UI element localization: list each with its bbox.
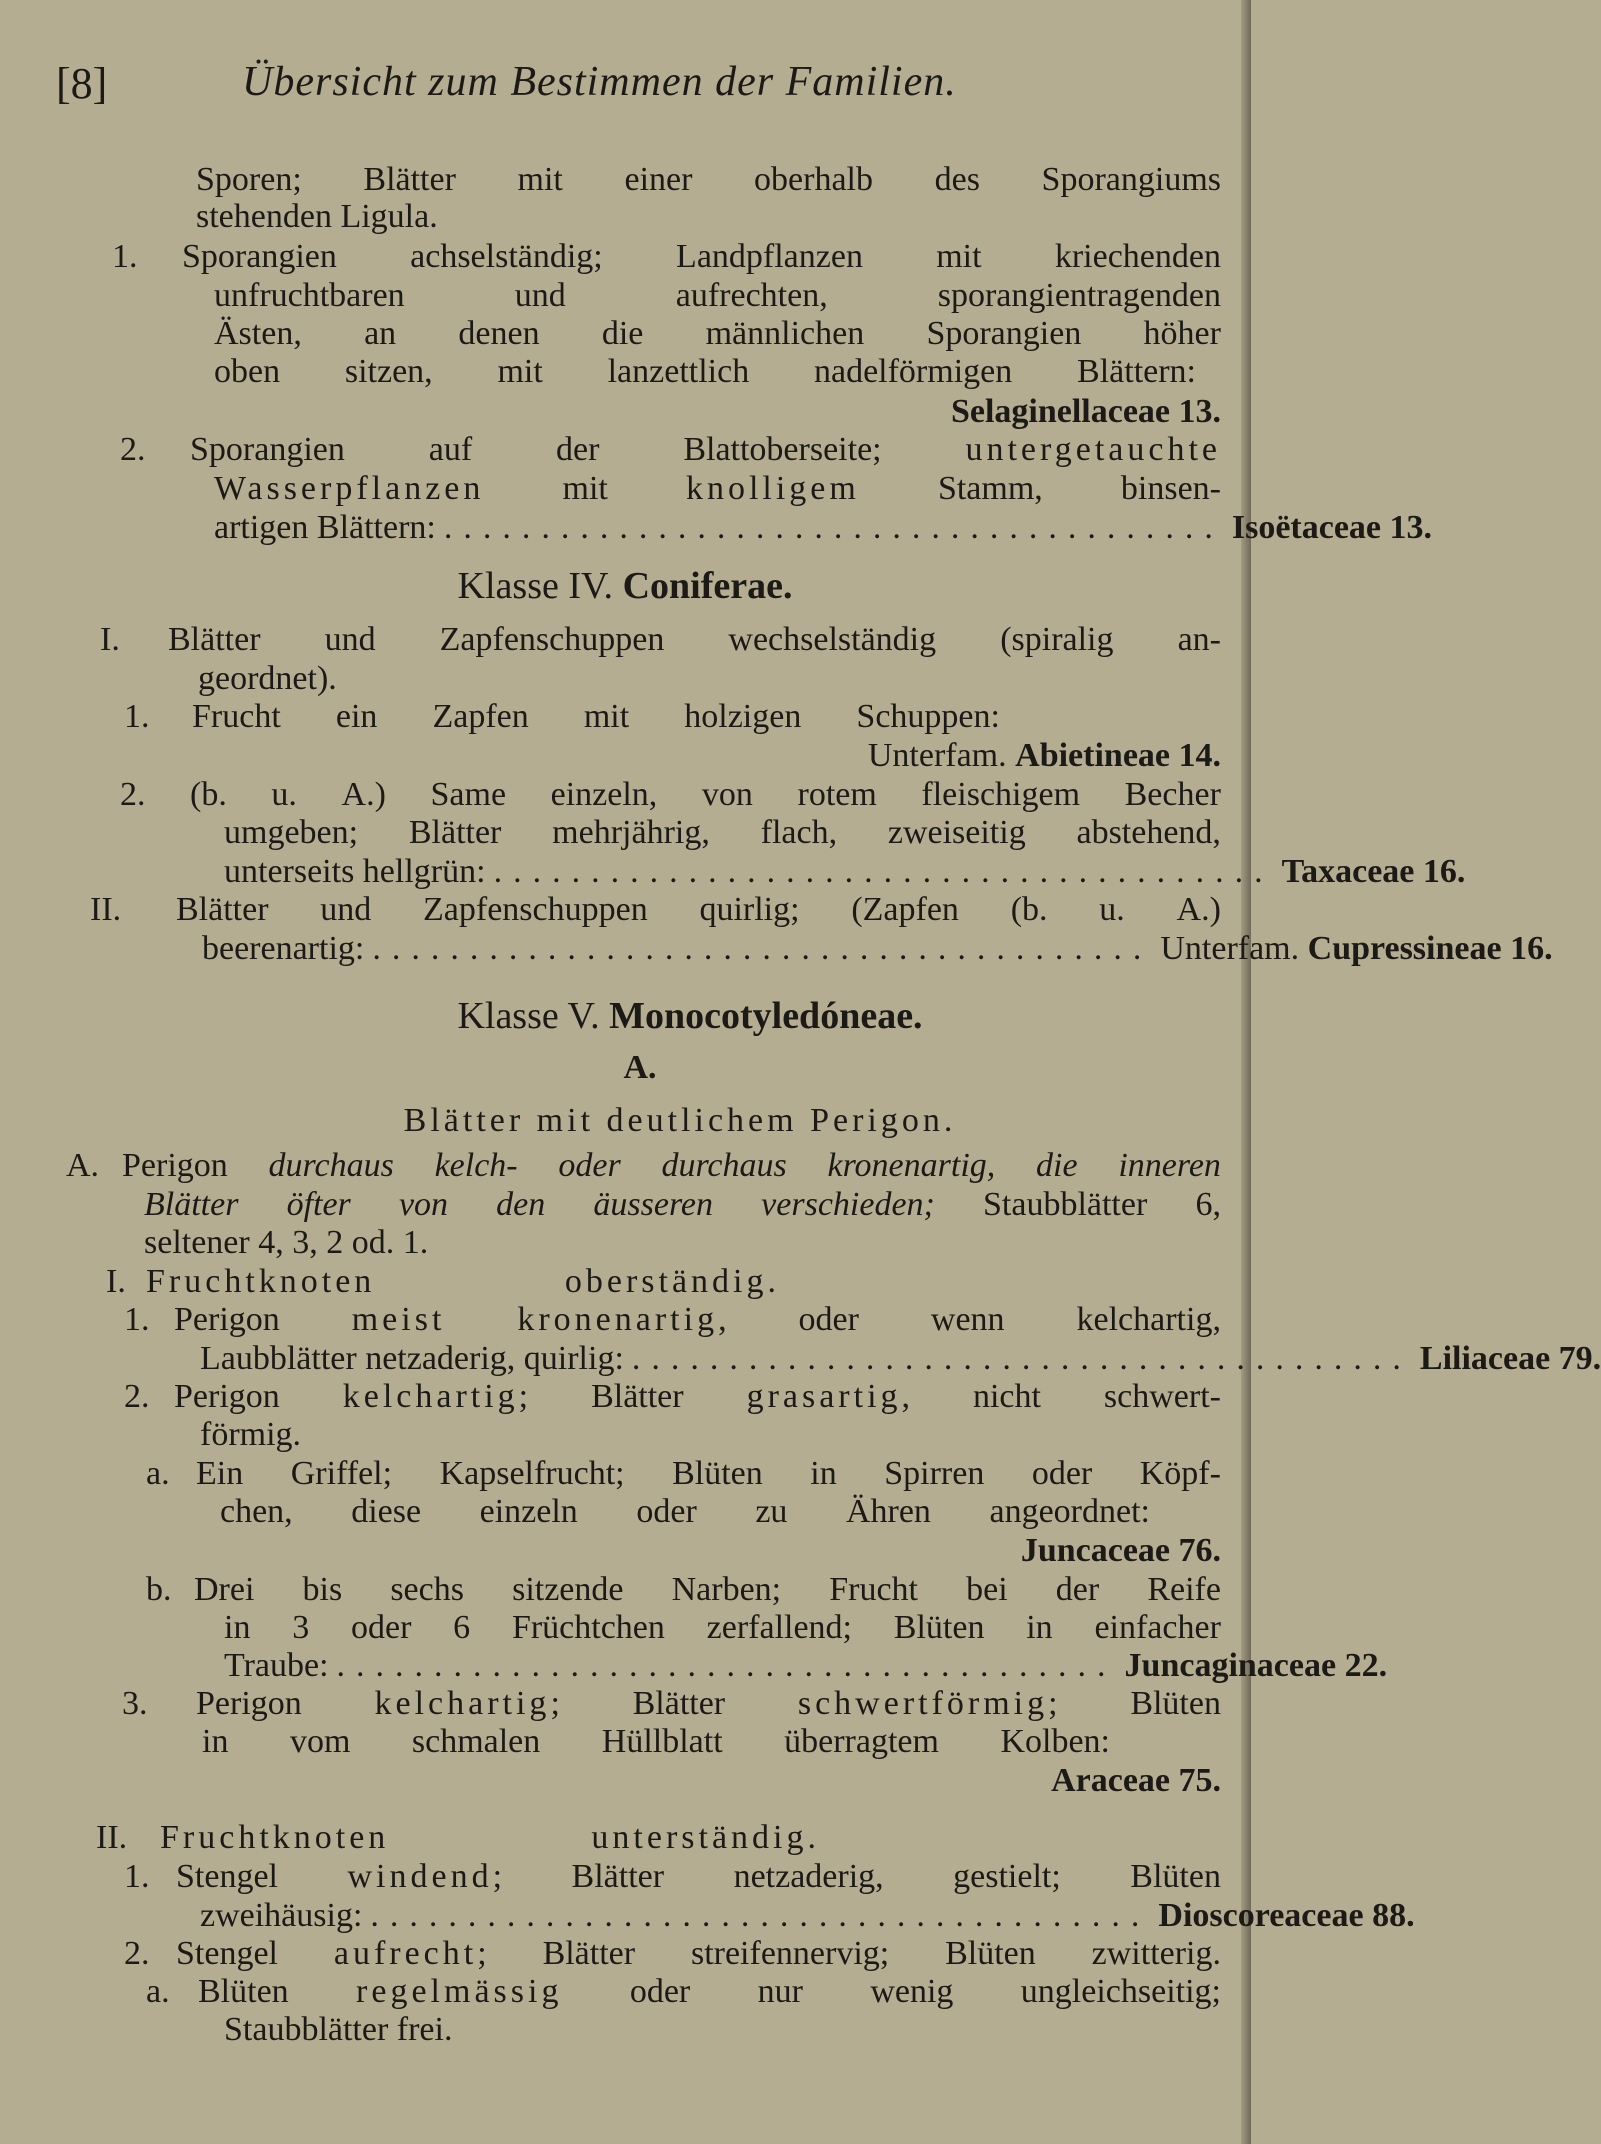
text-word: achselständig; [410, 238, 603, 275]
text-word: Blüten [1130, 1858, 1221, 1895]
text-word: sporangientragenden [937, 277, 1221, 314]
text-line [174, 1300, 1221, 1340]
text-word: (b. [190, 776, 227, 813]
text-word: Kapselfrucht; [439, 1455, 625, 1492]
text-word: netzaderig, [733, 1858, 884, 1895]
text-line [224, 1646, 1388, 1686]
text-run: seltener 4, 3, 2 od. 1. [144, 1224, 429, 1261]
family-name: Juncaginaceae 22. [1124, 1647, 1388, 1684]
text-line [200, 1415, 301, 1455]
text-word: durchaus [661, 1147, 787, 1184]
text-word: kelchartig, [1076, 1301, 1221, 1338]
text-word: (spiralig [1000, 621, 1114, 658]
text-word: Blüten [672, 1455, 763, 1492]
item-number: 1. [124, 698, 150, 735]
text-word: Blätter [542, 1935, 636, 1972]
text-word: A.) [1176, 891, 1221, 928]
running-title: Übersicht zum Bestimmen der Familien. [242, 59, 957, 105]
text-word: Blüten [1130, 1685, 1221, 1722]
text-word: flach, [760, 814, 838, 851]
text-word: Früchtchen [511, 1609, 665, 1646]
text-word: sechs [390, 1571, 464, 1608]
text-word: knolligem [685, 470, 860, 507]
text-line [200, 566, 1050, 606]
text-word: bei [966, 1571, 1008, 1608]
text-word: Blüten [893, 1609, 985, 1646]
text-word [375, 1684, 560, 1724]
text-word: Blätter [176, 891, 269, 928]
text-word: Köpf- [1139, 1455, 1221, 1492]
text-run: Klasse IV. [457, 565, 623, 607]
text-word: Sporangien [182, 238, 337, 275]
text-word: oben [214, 353, 281, 390]
text-line [198, 1972, 1221, 2012]
text-run: artigen Blättern: [214, 509, 436, 546]
text-word: mit [583, 698, 630, 735]
text-run: Traube: [224, 1647, 329, 1684]
text-line [202, 929, 1553, 969]
item-number: a. [146, 1455, 170, 1492]
text-word: kronenartig, [827, 1147, 996, 1184]
text-word: abstehend, [1076, 814, 1221, 851]
text-word: Blätter [632, 1685, 726, 1722]
text-line [176, 1857, 1221, 1897]
text-line [214, 352, 1196, 392]
text-word: und [320, 891, 372, 928]
text-word: mit [936, 238, 982, 275]
text-run: Unterfam. [1160, 930, 1308, 967]
text-word: , [901, 1378, 911, 1415]
text-word: Blätter [144, 1186, 239, 1223]
text-word: Wasserpflanzen [214, 470, 485, 507]
text-line [182, 237, 1221, 277]
text-line [214, 276, 1221, 316]
item-number: I. [106, 1263, 126, 1300]
text-line [168, 620, 1221, 660]
text-word: Blüten [945, 1935, 1036, 1972]
text-word: inneren [1118, 1147, 1221, 1184]
item-number: 2. [120, 776, 146, 813]
text-line [200, 1896, 1415, 1936]
family-name: Monocotyledóneae. [609, 995, 923, 1037]
text-word: ungleichseitig; [1020, 1973, 1221, 2010]
text-word: 6 [453, 1609, 471, 1646]
text-line [1051, 1761, 1221, 1801]
text-word: auf [428, 431, 473, 468]
text-word: Frucht [192, 698, 281, 735]
text-word: gestielt; [953, 1858, 1061, 1895]
text-word: des [934, 161, 980, 198]
text-word: Narben; [671, 1571, 782, 1608]
text-word: zweiseitig [887, 814, 1026, 851]
text-word: aufrecht [333, 1935, 478, 1972]
text-word: streifennervig; [690, 1935, 890, 1972]
text-line [224, 813, 1221, 853]
text-word [517, 1300, 726, 1340]
text-line [200, 1339, 1601, 1379]
text-word: schmalen [411, 1723, 541, 1760]
dot-leader: ........................................ [493, 853, 1274, 890]
text-word: , [718, 1301, 727, 1338]
text-word: Blätter [571, 1858, 665, 1895]
text-word: ; [518, 1378, 529, 1415]
text-line [192, 697, 1000, 737]
text-word: schwertförmig [797, 1685, 1049, 1722]
text-word: Zapfenschuppen [439, 621, 665, 658]
text-line [214, 469, 1221, 509]
text-word: Same [430, 776, 507, 813]
text-word: oberständig. [564, 1263, 780, 1300]
item-number: 2. [124, 1378, 150, 1415]
text-word: Ästen, [214, 315, 302, 352]
text-word: höher [1143, 315, 1221, 352]
text-word: Perigon [174, 1301, 280, 1338]
family-name: Dioscoreaceae 88. [1158, 1897, 1415, 1934]
text-run: unterseits hellgrün: [224, 853, 486, 890]
text-word: windend [347, 1858, 493, 1895]
text-word: Stamm, [937, 470, 1043, 507]
text-line [146, 1262, 780, 1302]
text-word: Ein [196, 1455, 244, 1492]
text-word: Zapfen [432, 698, 529, 735]
text-word: ; [550, 1685, 560, 1722]
text-word: regelmässig [356, 1973, 563, 2010]
text-word: rotem [797, 776, 877, 813]
text-word [747, 1377, 910, 1417]
text-word: zwitterig. [1091, 1935, 1221, 1972]
text-word [798, 1684, 1058, 1724]
item-number: 2. [124, 1935, 150, 1972]
text-word: Reife [1147, 1571, 1221, 1608]
text-word: lanzettlich [607, 353, 750, 390]
text-word: kelch- [434, 1147, 518, 1184]
text-word: Blätter [591, 1378, 684, 1415]
text-word: Blattoberseite; [683, 431, 882, 468]
dot-leader: ........................................ [372, 930, 1153, 967]
text-word: (Zapfen [851, 891, 959, 928]
text-word: Zapfenschuppen [423, 891, 648, 928]
item-number: 1. [112, 238, 138, 275]
text-word: holzigen [684, 698, 802, 735]
item-number: I. [100, 621, 120, 658]
family-name: Taxaceae 16. [1281, 853, 1466, 890]
text-word: von [398, 1186, 449, 1223]
entry-result [1158, 1896, 1414, 1936]
text-word: 6, [1195, 1186, 1221, 1223]
text-line [176, 890, 1221, 930]
text-word: oberhalb [754, 161, 873, 198]
text-run: Staubblätter frei. [224, 2011, 453, 2048]
item-number: II. [90, 891, 122, 928]
text-run: Laubblätter netzaderig, quirlig: [200, 1340, 624, 1377]
text-word: verschieden; [761, 1186, 935, 1223]
text-line [214, 314, 1221, 354]
text-word: diese [351, 1493, 422, 1530]
text-line [224, 1608, 1221, 1648]
text-word: an- [1177, 621, 1221, 658]
text-word: den [496, 1186, 546, 1223]
text-line [220, 996, 1160, 1036]
text-word: ; [492, 1858, 503, 1895]
text-word: durchaus [268, 1147, 394, 1184]
text-line [174, 1377, 1221, 1417]
text-word: ; [1048, 1685, 1058, 1722]
text-word: Perigon [122, 1147, 228, 1184]
text-word: wenn [930, 1301, 1005, 1338]
text-word: Ähren [845, 1493, 931, 1530]
text-word: an [364, 315, 397, 352]
text-line [1021, 1531, 1221, 1571]
text-word: einfacher [1094, 1609, 1221, 1646]
family-name: Abietineae 14. [1015, 737, 1221, 774]
entry-result [1125, 1646, 1388, 1686]
text-run: zweihäusig: [200, 1897, 363, 1934]
text-word: Stengel [176, 1935, 278, 1972]
text-word: ; [477, 1935, 487, 1972]
entry-result [1420, 1339, 1601, 1379]
family-name: A. [623, 1049, 657, 1086]
dot-leader: ........................................ [631, 1340, 1412, 1377]
text-word: Landpflanzen [676, 238, 863, 275]
text-line [560, 1048, 720, 1088]
text-word: Blätter [363, 161, 456, 198]
text-line [196, 1454, 1221, 1494]
text-word: Staubblätter [983, 1186, 1148, 1223]
text-word: in [1026, 1609, 1053, 1646]
running-header [56, 58, 1216, 118]
text-run: förmig. [200, 1416, 302, 1453]
text-word: Blätter [168, 621, 261, 658]
text-word: Stengel [176, 1858, 278, 1895]
text-word: nadelförmigen [813, 353, 1013, 390]
text-word: wechselständig [728, 621, 937, 658]
dot-leader: ........................................ [336, 1647, 1117, 1684]
item-number: 1. [124, 1301, 150, 1338]
text-word [347, 1857, 502, 1897]
text-line [180, 1101, 1180, 1141]
text-word: nur [757, 1973, 803, 2010]
text-word: Perigon [196, 1685, 302, 1722]
text-word: zu [755, 1493, 788, 1530]
family-name: Isoëtaceae 13. [1231, 509, 1433, 546]
text-line [196, 197, 438, 237]
text-word: mehrjährig, [552, 814, 710, 851]
text-word: Kolben: [1000, 1723, 1110, 1760]
text-word: A.) [341, 776, 386, 813]
text-run: Unterfam. [867, 737, 1016, 774]
text-word: Sporangien [926, 315, 1082, 352]
text-word: Becher [1124, 776, 1221, 813]
text-word: oder [798, 1301, 859, 1338]
text-word: binsen- [1120, 470, 1221, 507]
text-run: Klasse V. [457, 995, 610, 1037]
text-word: Sporangiums [1041, 161, 1221, 198]
text-word: denen [458, 315, 540, 352]
text-word: Drei [194, 1571, 255, 1608]
text-word: der [1055, 1571, 1100, 1608]
family-name: Coniferae. [622, 565, 793, 607]
text-word: u. [1099, 891, 1125, 928]
text-line [220, 1492, 1150, 1532]
text-word: 3 [292, 1609, 310, 1646]
text-word: Blätter [408, 814, 502, 851]
text-line [224, 852, 1466, 892]
text-word: schwert- [1103, 1378, 1221, 1415]
text-word: meist [351, 1301, 446, 1338]
text-word: mit [497, 353, 543, 390]
text-line [122, 1146, 1221, 1186]
text-word: Schuppen: [856, 698, 1000, 735]
text-word: und [324, 621, 376, 658]
text-line [176, 1934, 1221, 1974]
text-word: überragtem [784, 1723, 939, 1760]
text-word: unterständig. [591, 1819, 820, 1856]
text-word: vom [289, 1723, 351, 1760]
text-line [214, 508, 1433, 548]
text-word: umgeben; [224, 814, 359, 851]
family-name: Juncaceae 76. [1020, 1532, 1221, 1569]
text-run: Blätter mit deutlichem Perigon. [403, 1102, 957, 1139]
text-word: Spirren [884, 1455, 985, 1492]
text-word: angeordnet: [989, 1493, 1150, 1530]
text-word: die [601, 315, 644, 352]
text-word: oder [558, 1147, 621, 1184]
text-line [144, 1185, 1221, 1225]
page-edge-shadow [1241, 0, 1251, 2144]
text-word: zerfallend; [706, 1609, 853, 1646]
text-line [160, 1818, 820, 1858]
text-word: oder [1031, 1455, 1093, 1492]
text-word: der [556, 431, 600, 468]
entry-result [1160, 929, 1552, 969]
text-word: männlichen [705, 315, 865, 352]
text-word: (b. [1010, 891, 1048, 928]
text-line [190, 775, 1221, 815]
text-word: mit [562, 470, 608, 507]
family-name: Liliaceae 79. [1419, 1340, 1601, 1377]
text-word: u. [271, 776, 297, 813]
text-word: grasartig [746, 1378, 902, 1415]
text-word: sitzende [512, 1571, 624, 1608]
item-number: 2. [120, 431, 146, 468]
text-word: Perigon [174, 1378, 280, 1415]
text-line [202, 1722, 1110, 1762]
text-word: fleischigem [921, 776, 1081, 813]
item-number: 3. [122, 1685, 148, 1722]
text-line [224, 2010, 452, 2050]
text-word [343, 1377, 528, 1417]
text-word: Frucht [829, 1571, 919, 1608]
text-word: kelchartig [342, 1378, 519, 1415]
dot-leader: ........................................ [370, 1897, 1151, 1934]
entry-result [1232, 508, 1432, 548]
text-word: oder [350, 1609, 412, 1646]
entry-result [1282, 852, 1466, 892]
text-word: unfruchtbaren [214, 277, 405, 314]
text-word: quirlig; [699, 891, 800, 928]
family-name: Araceae 75. [1051, 1762, 1221, 1799]
text-run: beerenartig: [202, 930, 365, 967]
text-word: in [224, 1609, 251, 1646]
text-run: geordnet). [198, 660, 337, 697]
text-word: chen, [220, 1493, 293, 1530]
text-run: stehenden Ligula. [196, 198, 438, 235]
text-word: einzeln, [550, 776, 658, 813]
text-word: kronenartig [517, 1301, 719, 1338]
text-word: kriechenden [1054, 238, 1221, 275]
text-word: einer [624, 161, 693, 198]
text-word: oder [636, 1493, 697, 1530]
item-number: II. [96, 1819, 128, 1856]
text-word: Griffel; [290, 1455, 393, 1492]
text-word: kelchartig [374, 1685, 551, 1722]
text-word: und [514, 277, 566, 314]
text-word: oder [629, 1973, 691, 2010]
dot-leader: ........................................ [443, 509, 1224, 546]
text-line [144, 1223, 428, 1263]
text-word: untergetauchte [965, 431, 1221, 468]
page-number: [8] [56, 59, 108, 108]
text-line [194, 1570, 1221, 1610]
text-line [196, 160, 1221, 200]
text-word: in [202, 1723, 229, 1760]
text-word [334, 1934, 487, 1974]
text-word: die [1036, 1147, 1078, 1184]
text-word: Fruchtknoten [160, 1819, 390, 1856]
family-name: Cupressineae 16. [1307, 930, 1553, 967]
text-word: einzeln [479, 1493, 578, 1530]
text-line [196, 1684, 1221, 1724]
text-word: Hüllblatt [601, 1723, 723, 1760]
text-word: Sporen; [196, 161, 302, 198]
text-word: aufrechten, [675, 277, 828, 314]
text-word: nicht [972, 1378, 1041, 1415]
text-line [198, 659, 337, 699]
text-word: öfter [286, 1186, 351, 1223]
item-number: b. [146, 1571, 172, 1608]
item-number: 1. [124, 1858, 150, 1895]
text-word: Sporangien [190, 431, 345, 468]
text-word: bis [302, 1571, 343, 1608]
text-word: Blüten [198, 1973, 289, 2010]
text-word: äusseren [593, 1186, 714, 1223]
text-word: von [701, 776, 753, 813]
item-number: a. [146, 1973, 170, 2010]
text-line [951, 392, 1221, 432]
text-word: mit [517, 161, 563, 198]
text-word: Fruchtknoten [146, 1263, 376, 1300]
text-word: sitzen, [344, 353, 433, 390]
text-line [190, 430, 1221, 470]
family-name: Selaginellaceae 13. [950, 393, 1221, 430]
item-number: A. [66, 1147, 100, 1184]
text-line [868, 736, 1221, 776]
text-word: Blättern: [1077, 353, 1196, 390]
text-word: in [810, 1455, 837, 1492]
text-word: wenig [870, 1973, 954, 2010]
text-word: ein [335, 698, 378, 735]
